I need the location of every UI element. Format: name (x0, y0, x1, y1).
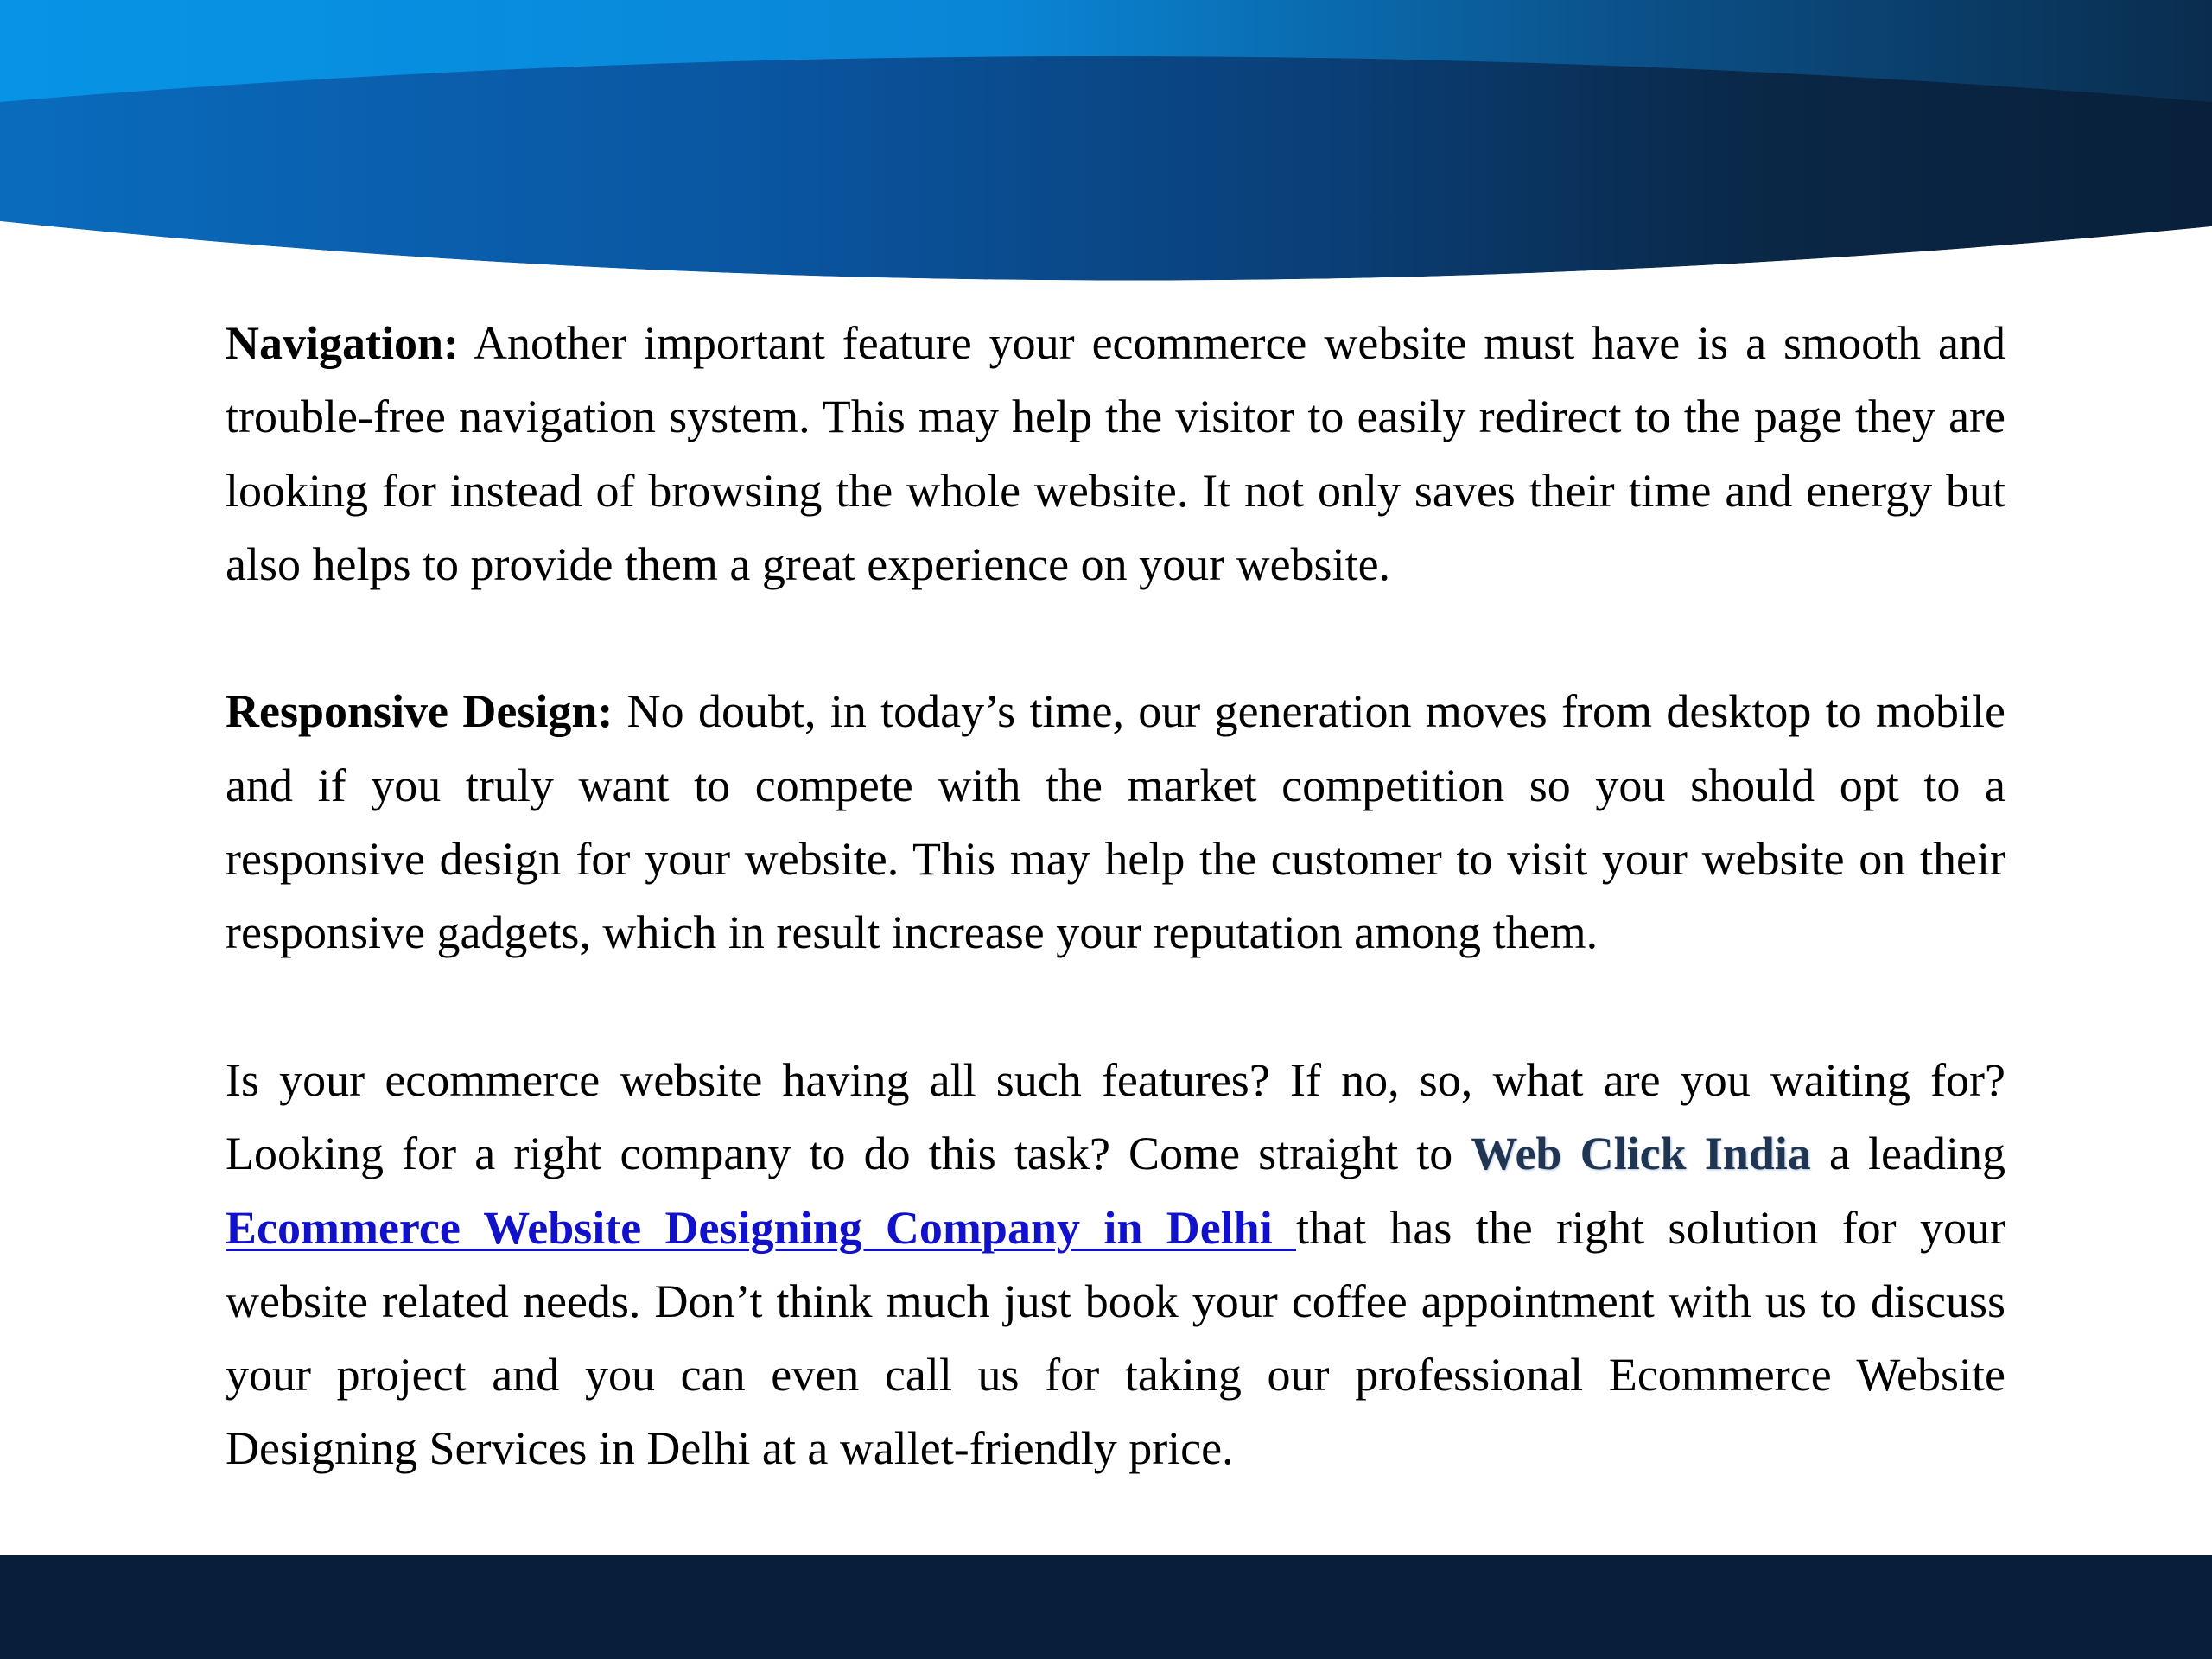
navigation-heading: Navigation: (226, 317, 459, 369)
responsive-design-text: No doubt, in today’s time, our generation moves from desktop to mobile and if you truly want to compete with the market competition so you should opt to a responsive design for your website. This may help the customer to visit your website on their responsive gadgets, which in result increase your reputation among them. (226, 685, 2005, 959)
paragraph-responsive-design (226, 675, 2005, 969)
responsive-design-heading: Responsive Design: (226, 685, 613, 738)
article-body (226, 307, 2005, 1486)
paragraph-closing (226, 1044, 2005, 1486)
closing-text-1: Is your ecommerce website having all such features? If no, so, what are you waiting for? Looking for a right company to do this task? Come straight to (226, 1053, 2005, 1180)
footer-bar (0, 1555, 2212, 1659)
paragraph-navigation (226, 307, 2005, 601)
navigation-text: Another important feature your ecommerce website must have is a smooth and trouble-free navigation system. This may help the visitor to easily redirect to the page they are looking for instead of browsing the whole website. It not only saves their time and energy but also helps to provide them a great experience on your website. (226, 317, 2005, 590)
closing-text-2: a leading (1810, 1128, 2005, 1180)
closing-text-3: that has the right solution for your website related needs. Don’t think much just book your coffee appointment with us to discuss your project and you can even call us for taking our professional Ecommerce Website Designing Services in Delhi at a wallet-friendly price. (226, 1201, 2005, 1475)
ecommerce-company-link[interactable]: Ecommerce Website Designing Company in Delhi (226, 1201, 1297, 1254)
brand-name: Web Click India (1471, 1128, 1811, 1180)
header-banner (0, 0, 2212, 285)
